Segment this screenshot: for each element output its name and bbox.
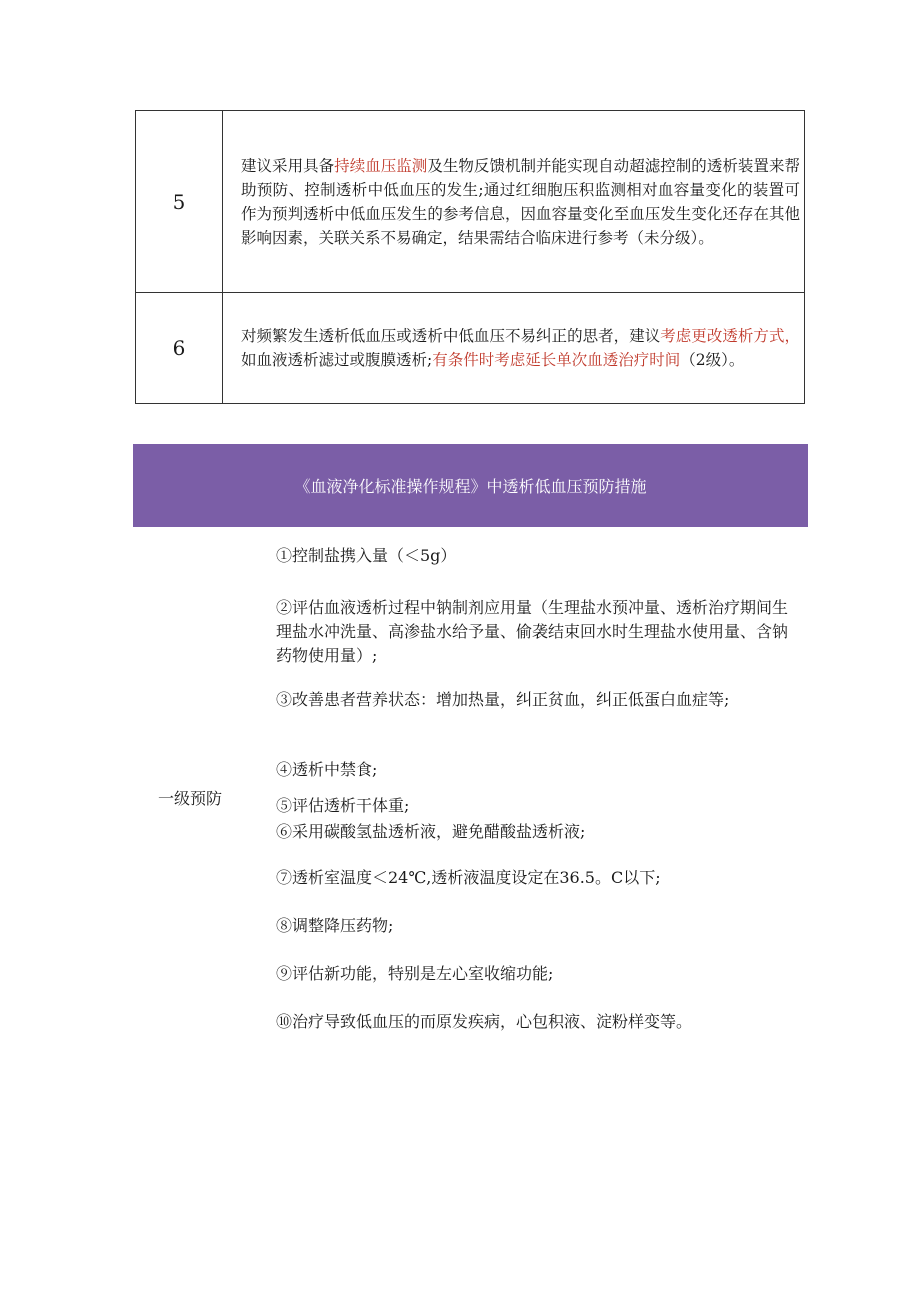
- row-number: 5: [136, 111, 223, 293]
- text-segment: 建议采用具备: [241, 156, 335, 175]
- highlighted-text-segment: 考虑更改透析方式，: [660, 327, 800, 345]
- list-item: ⑦透析室温度＜24℃,透析液温度设定在36.5。C以下;: [276, 868, 661, 887]
- list-item: ⑥采用碳酸氢盐透析液，避免醋酸盐透析液;: [276, 822, 586, 841]
- text-segment: 及生物反馈机制并能实现自动超滤控制的透析装置来帮助预防、控制透析中低血压的发生;通过红细胞压积监测相对血容量变化的装置可作为预判透析中低血压发生的参考信息，因血容量变化至血压发生变化还存在其他影响因素，关联关系不易确定，结果需结合临床进行参考（未分级）。: [241, 156, 800, 247]
- text-segment: 对频繁发生透析低血压或透析中低血压不易纠正的思者，建议: [241, 327, 661, 345]
- list-item: ⑤评估透析干体重;: [276, 796, 410, 815]
- table-row: [136, 111, 805, 293]
- row-number: 6: [136, 293, 223, 404]
- list-item: ②评估血液透析过程中钠制剂应用量（生理盐水预冲量、透析治疗期间生理盐水冲洗量、高渗盐水给予量、偷袭结束回水时生理盐水使用量、含钠药物使用量）;: [276, 598, 789, 665]
- list-item: ⑧调整降压药物;: [276, 916, 394, 935]
- text-segment: 如血液透析滤过或腹膜透析;: [241, 351, 433, 369]
- list-item: ⑨评估新功能，特别是左心室收缩功能;: [276, 964, 554, 983]
- list-item: ①控制盐携入量（＜5g）: [276, 546, 457, 565]
- highlighted-text-segment: 有条件时考虑延长单次血透治疗时间: [432, 351, 681, 369]
- recommendation-text: [223, 293, 805, 404]
- list-item: ④透析中禁食;: [276, 760, 378, 779]
- text-segment: （2级）。: [680, 351, 745, 369]
- highlighted-text-segment: 持续血压监测: [334, 156, 428, 175]
- recommendation-table: [135, 110, 805, 404]
- prevention-level-label: 一级预防: [158, 789, 223, 808]
- list-item: ③改善患者营养状态：增加热量，纠正贫血，纠正低蛋白血症等;: [276, 690, 730, 709]
- list-item: ⑩治疗导致低血压的而原发疾病，心包积液、淀粉样变等。: [276, 1012, 693, 1031]
- section-banner: [133, 444, 808, 527]
- table-row: [136, 293, 805, 404]
- banner-title: 《血液净化标准操作规程》中透析低血压预防措施: [294, 477, 647, 496]
- recommendation-text: [223, 111, 805, 293]
